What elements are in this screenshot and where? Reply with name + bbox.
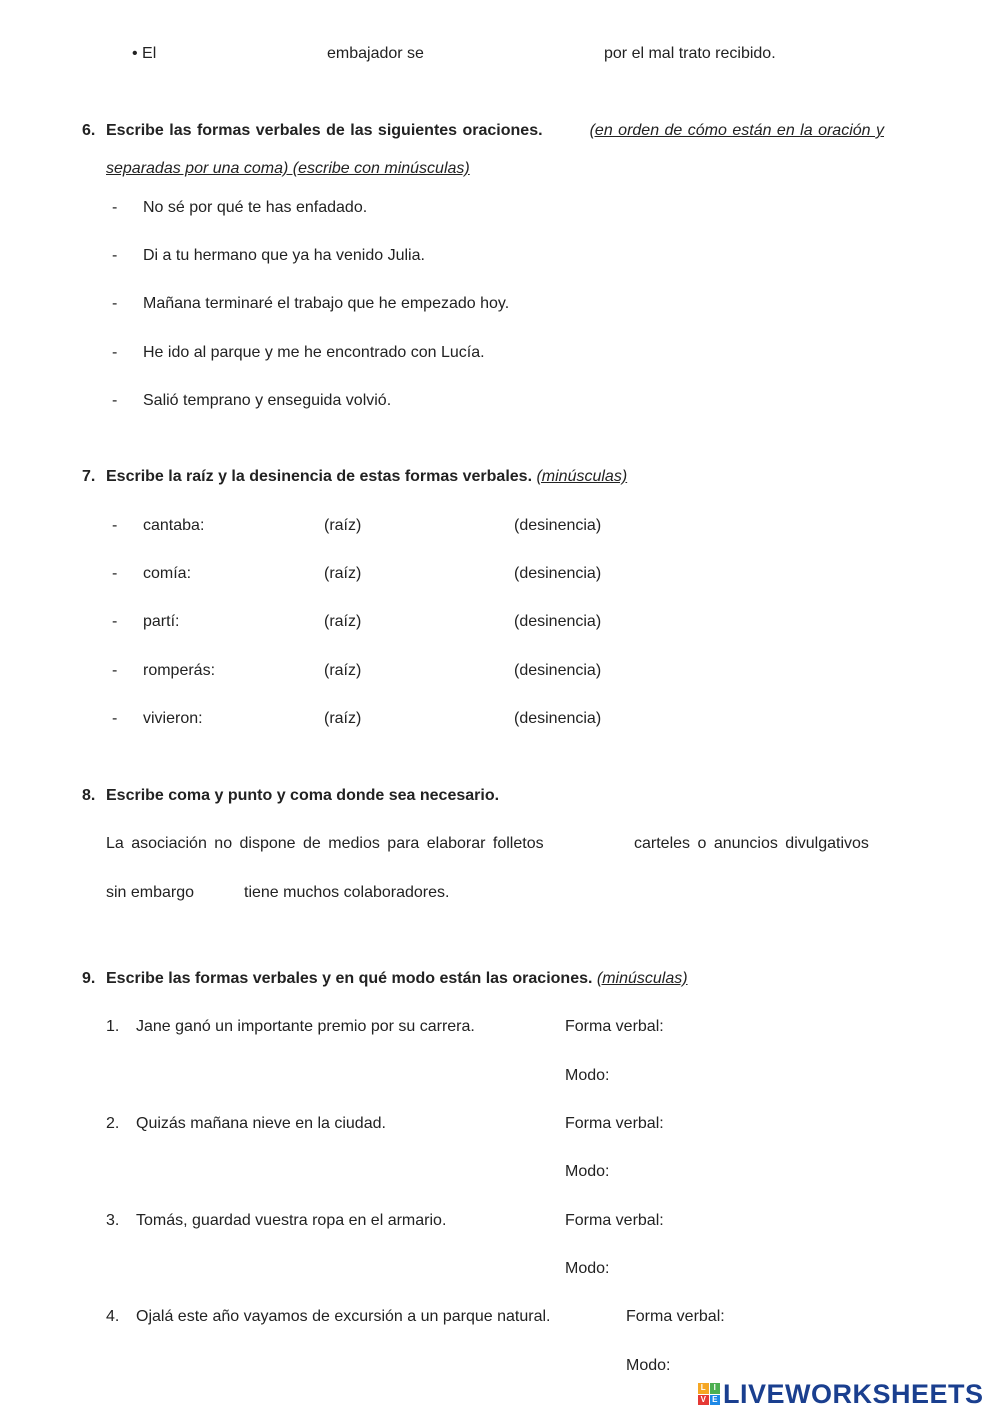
logo-mark-v: V <box>698 1395 709 1406</box>
q7-verb-3: partí: <box>143 613 180 630</box>
q7-dash-4: - <box>112 662 118 679</box>
q9-item-number-3: 3. <box>106 1212 120 1229</box>
q9-modo-label-3: Modo: <box>565 1260 610 1277</box>
liveworksheets-logo-text: LIVEWORKSHEETS <box>723 1379 984 1409</box>
q6-title: Escribe las formas verbales de las siguientes oraciones. <box>106 122 543 139</box>
q7-verb-1: cantaba: <box>143 517 205 534</box>
q9-modo-label-2: Modo: <box>565 1163 610 1180</box>
logo-mark-e: E <box>710 1395 721 1406</box>
q6-item-3: Mañana terminaré el trabajo que he empezado hoy. <box>143 295 510 312</box>
q9-modo-label-4: Modo: <box>626 1357 671 1374</box>
sentence-end: por el mal trato recibido. <box>604 45 776 62</box>
q9-forma-label-2: Forma verbal: <box>565 1115 664 1132</box>
q7-desinencia-label-1: (desinencia) <box>514 517 602 534</box>
q7-number: 7. <box>82 468 96 485</box>
q9-item-number-2: 2. <box>106 1115 120 1132</box>
q6-note-line2: separadas por una coma) (escribe con minúsculas) <box>106 160 470 177</box>
q9-modo-label-1: Modo: <box>565 1067 610 1084</box>
q8-number: 8. <box>82 787 96 804</box>
q7-dash-2: - <box>112 565 118 582</box>
q6-dash-5: - <box>112 392 118 409</box>
q9-forma-label-3: Forma verbal: <box>565 1212 664 1229</box>
q7-desinencia-label-4: (desinencia) <box>514 662 602 679</box>
q7-raiz-label-4: (raíz) <box>324 662 362 679</box>
q6-item-5: Salió temprano y enseguida volvió. <box>143 392 392 409</box>
q9-item-text-2: Quizás mañana nieve en la ciudad. <box>136 1115 386 1132</box>
q6-dash-3: - <box>112 295 118 312</box>
q7-verb-5: vivieron: <box>143 710 203 727</box>
q7-raiz-label-3: (raíz) <box>324 613 362 630</box>
q8-title: Escribe coma y punto y coma donde sea necesario. <box>106 787 500 804</box>
q9-title: Escribe las formas verbales y en qué modo están las oraciones. <box>106 970 593 987</box>
q7-dash-1: - <box>112 517 118 534</box>
q6-dash-1: - <box>112 199 118 216</box>
q9-heading <box>106 969 688 989</box>
q9-item-text-1: Jane ganó un importante premio por su carrera. <box>136 1018 475 1035</box>
sentence-bullet: • El <box>132 45 157 62</box>
q7-desinencia-label-2: (desinencia) <box>514 565 602 582</box>
q7-desinencia-label-5: (desinencia) <box>514 710 602 727</box>
q7-dash-5: - <box>112 710 118 727</box>
q9-item-number-1: 1. <box>106 1018 120 1035</box>
liveworksheets-logo[interactable] <box>698 1380 984 1408</box>
q6-number: 6. <box>82 122 96 139</box>
q7-heading <box>106 467 627 487</box>
q7-title: Escribe la raíz y la desinencia de estas formas verbales. <box>106 468 533 485</box>
q7-note: (minúsculas) <box>536 468 628 485</box>
q9-item-number-4: 4. <box>106 1308 120 1325</box>
q6-note-line1: (en orden de cómo están en la oración y <box>589 122 884 139</box>
q9-note: (minúsculas) <box>596 970 688 987</box>
q8-line1-b: carteles o anuncios divulgativos <box>634 835 869 852</box>
q9-item-text-4: Ojalá este año vayamos de excursión a un parque natural. <box>136 1308 551 1325</box>
q8-line2-b: tiene muchos colaboradores. <box>244 884 450 901</box>
q6-heading <box>106 121 884 141</box>
q9-item-text-3: Tomás, guardad vuestra ropa en el armario. <box>136 1212 447 1229</box>
q7-raiz-label-5: (raíz) <box>324 710 362 727</box>
q6-dash-2: - <box>112 247 118 264</box>
q9-number: 9. <box>82 970 96 987</box>
liveworksheets-logo-icon <box>698 1383 720 1405</box>
q6-item-2: Di a tu hermano que ya ha venido Julia. <box>143 247 425 264</box>
q7-raiz-label-1: (raíz) <box>324 517 362 534</box>
q6-item-4: He ido al parque y me he encontrado con Lucía. <box>143 344 485 361</box>
logo-mark-i: I <box>710 1383 721 1394</box>
q7-verb-2: comía: <box>143 565 192 582</box>
logo-mark-l: L <box>698 1383 709 1394</box>
q7-desinencia-label-3: (desinencia) <box>514 613 602 630</box>
q9-forma-label-4: Forma verbal: <box>626 1308 725 1325</box>
q8-line2-a: sin embargo <box>106 884 195 901</box>
q6-dash-4: - <box>112 344 118 361</box>
q7-dash-3: - <box>112 613 118 630</box>
q6-item-1: No sé por qué te has enfadado. <box>143 199 368 216</box>
sentence-middle: embajador se <box>327 45 424 62</box>
q9-forma-label-1: Forma verbal: <box>565 1018 664 1035</box>
q7-raiz-label-2: (raíz) <box>324 565 362 582</box>
q8-line1-a: La asociación no dispone de medios para elaborar folletos <box>106 835 544 852</box>
q7-verb-4: romperás: <box>143 662 216 679</box>
